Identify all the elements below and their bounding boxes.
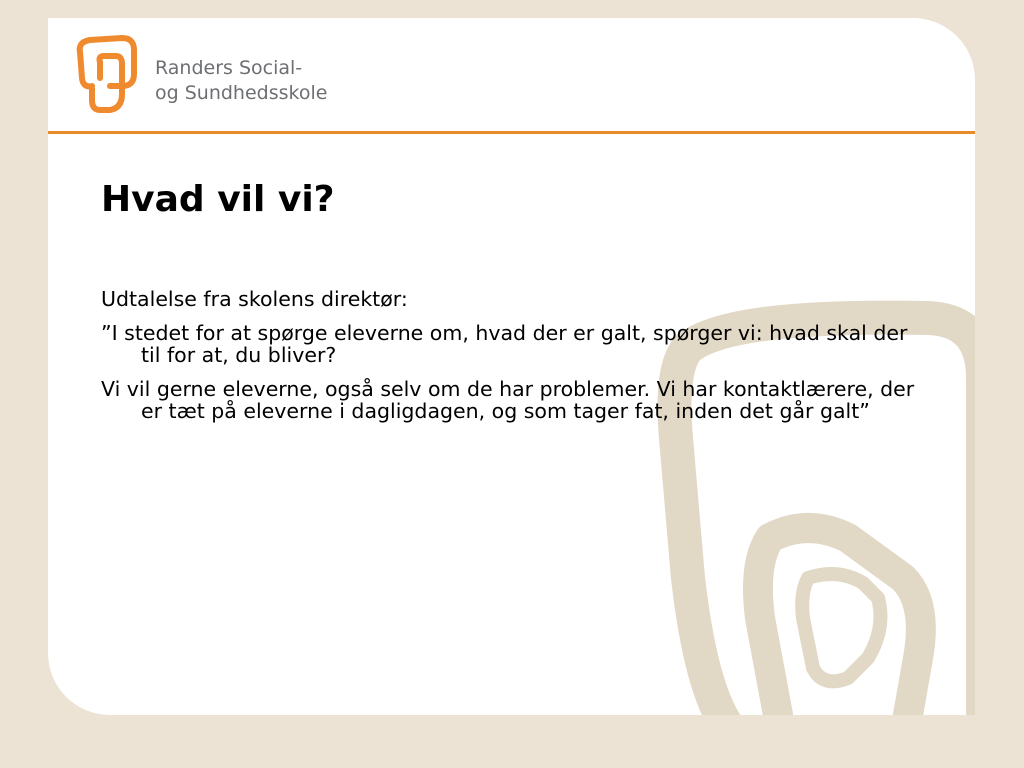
paragraph-quote-1: ”I stedet for at spørge eleverne om, hvad der er galt, spørger vi: hvad skal der til for at, du bliver?: [101, 321, 908, 367]
logo-line-2: og Sundhedsskole: [155, 82, 328, 104]
body-text: [101, 288, 931, 434]
slide: [48, 18, 975, 715]
page-title: Hvad vil vi?: [101, 179, 335, 220]
header-divider: [48, 131, 975, 134]
rss-logo-icon: [72, 34, 144, 116]
paragraph-intro: Udtalelse fra skolens direktør:: [101, 287, 408, 311]
logo-line-1: Randers Social-: [155, 57, 303, 79]
logo-text: [155, 56, 327, 106]
paragraph-quote-2: Vi vil gerne eleverne, også selv om de har problemer. Vi har kontaktlærere, der er tæt på eleverne i dagligdagen, og som tager fat, inden det går galt”: [101, 377, 915, 423]
